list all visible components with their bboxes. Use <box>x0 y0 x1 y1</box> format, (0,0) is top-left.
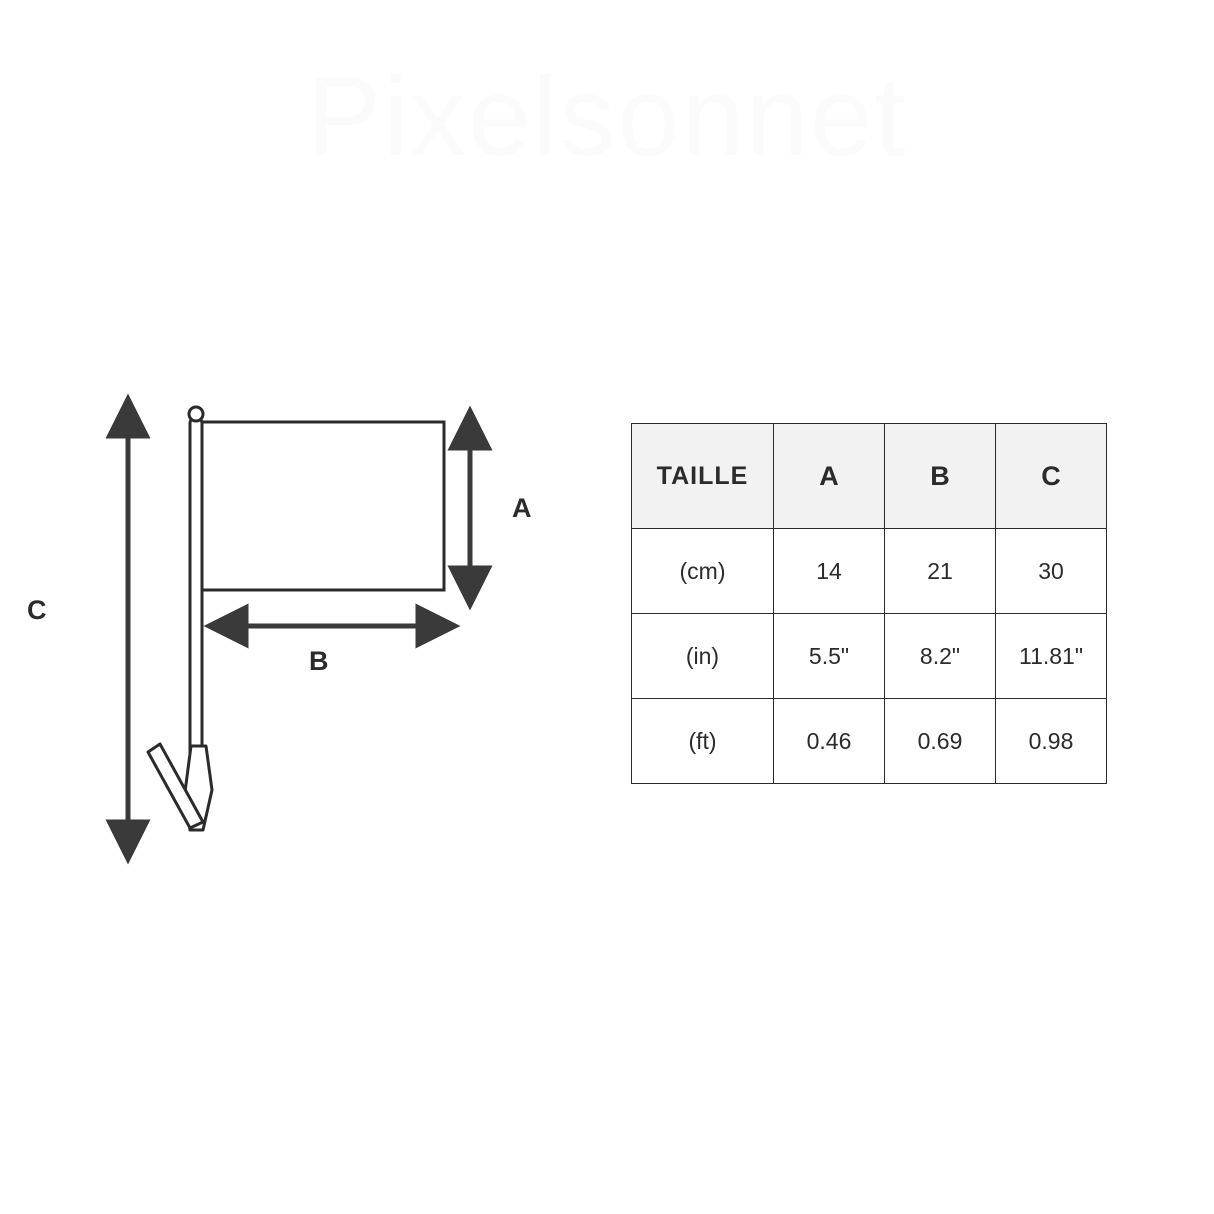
cell-in-a: 5.5" <box>774 614 885 699</box>
cell-cm-b: 21 <box>885 529 996 614</box>
row-unit-cm: (cm) <box>632 529 774 614</box>
cell-in-c: 11.81" <box>996 614 1107 699</box>
table-row <box>632 614 1107 699</box>
row-unit-in: (in) <box>632 614 774 699</box>
cell-cm-c: 30 <box>996 529 1107 614</box>
watermark-text: Pixelsonnet <box>306 54 908 179</box>
cell-cm-a: 14 <box>774 529 885 614</box>
cell-ft-b: 0.69 <box>885 699 996 784</box>
dimension-label-c: C <box>27 595 47 625</box>
table-header-taille: TAILLE <box>632 424 774 529</box>
table-row <box>632 699 1107 784</box>
dimension-label-a: A <box>512 493 532 523</box>
table-header-c: C <box>996 424 1107 529</box>
flag-banner-shape <box>202 422 444 590</box>
table-row <box>632 529 1107 614</box>
row-unit-ft: (ft) <box>632 699 774 784</box>
dimension-label-b: B <box>309 646 329 676</box>
window-clamp-shape <box>148 744 212 830</box>
size-chart-table <box>631 423 1107 784</box>
table-header-row <box>632 424 1107 529</box>
cell-in-b: 8.2" <box>885 614 996 699</box>
cell-ft-c: 0.98 <box>996 699 1107 784</box>
cell-ft-a: 0.46 <box>774 699 885 784</box>
product-dimension-diagram <box>40 360 600 900</box>
table-header-a: A <box>774 424 885 529</box>
table-header-b: B <box>885 424 996 529</box>
